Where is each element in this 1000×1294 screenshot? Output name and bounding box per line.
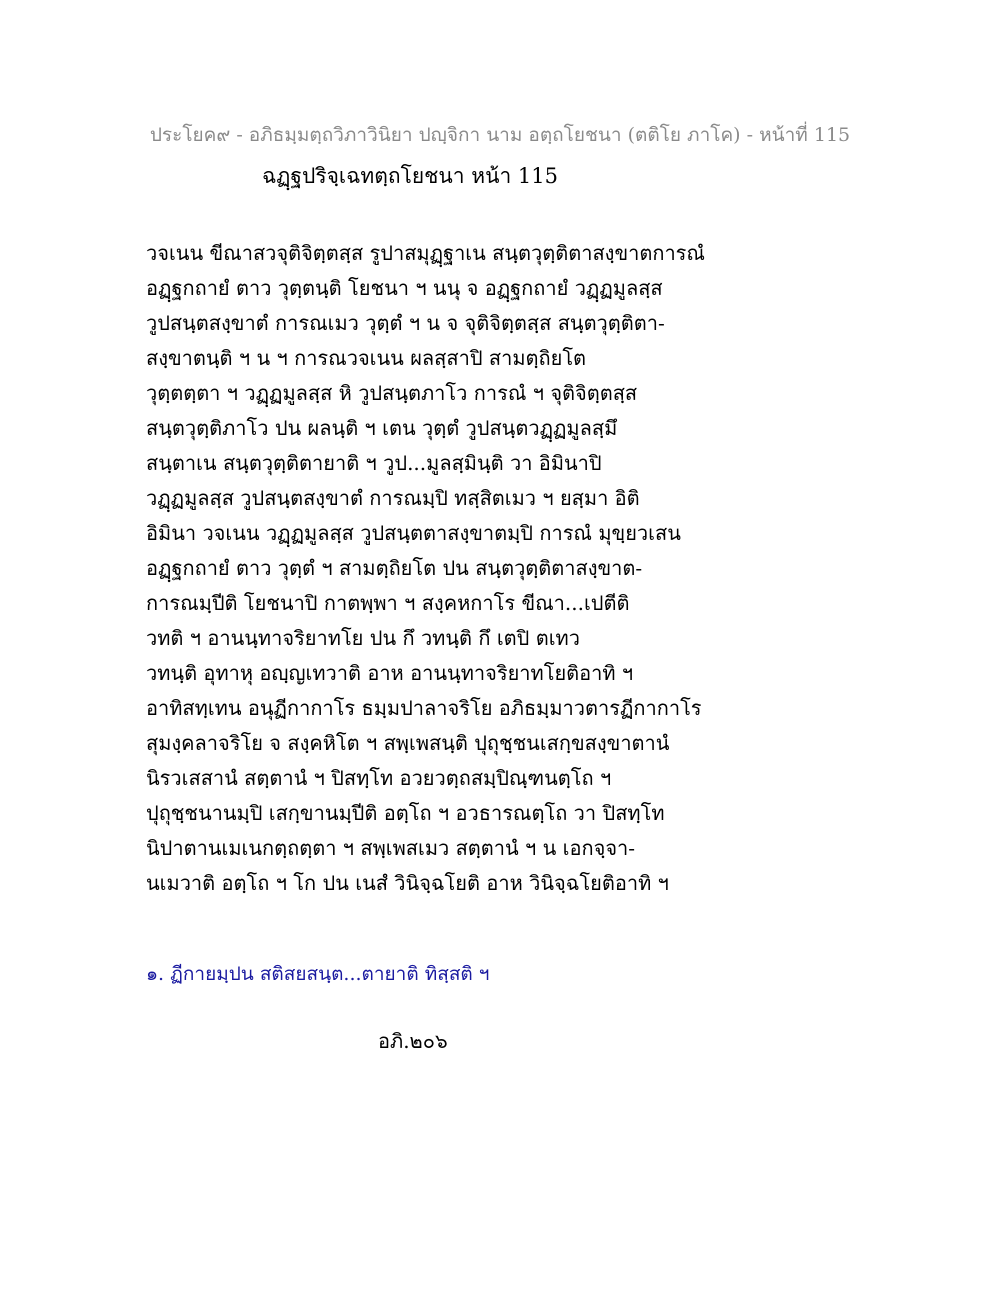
body-line: สงฺขาตนฺติ ฯ น ฯ การณวจเนน ผลสฺสาปิ สามตฺถิยโต xyxy=(146,346,587,370)
body-line: อิมินา วจเนน วฏฺฏมูลสฺส วูปสนฺตตาสงฺขาตมฺปิ การณํ มุขฺยวเสน xyxy=(146,521,681,545)
body-line: นเมวาติ อตฺโถ ฯ โก ปน เนสํ วินิจฺฉโยติ อาห วินิจฺฉโยติอาทิ ฯ xyxy=(146,871,669,895)
body-line: อฏฺฐกถายํ ตาว วุตฺตนฺติ โยชนา ฯ นนุ จ อฏฺฐกถายํ วฏฺฏมูลสฺส xyxy=(146,276,663,300)
body-line: สุมงฺคลาจริโย จ สงฺคหิโต ฯ สพฺเพสนฺติ ปุถุชฺชนเสกฺขสงฺขาตานํ xyxy=(146,731,670,755)
body-text xyxy=(146,236,866,901)
header-separator: - xyxy=(746,124,754,146)
body-line: สนฺตวุตฺติภาโว ปน ผลนฺติ ฯ เตน วุตฺตํ วูปสนฺตวฏฺฏมูลสฺมึ xyxy=(146,416,618,440)
header-book-title: ประโยค๙ - อภิธมฺมตฺถวิภาวินิยา ปญฺจิกา นาม อตฺถโยชนา (ตติโย ภาโค) xyxy=(149,124,741,146)
body-line: วจเนน ขีณาสวจุติจิตฺตสฺส รูปาสมุฏฺฐาเน สนฺตวุตฺติตาสงฺขาตการณํ xyxy=(146,241,705,265)
body-line: วูปสนฺตสงฺขาตํ การณเมว วุตฺตํ ฯ น จ จุติจิตฺตสฺส สนฺตวุตฺติตา- xyxy=(146,311,665,335)
running-header xyxy=(0,120,1000,150)
body-line: การณมฺปีติ โยชนาปิ กาตพฺพา ฯ สงฺคหกาโร ขีณา...เปตีติ xyxy=(146,591,630,615)
body-line: ปุถุชฺชนานมฺปิ เสกฺขานมฺปีติ อตฺโถ ฯ อวธารณตฺโถ วา ปิสทฺโท xyxy=(146,801,665,825)
body-line: วทติ ฯ อานนฺทาจริยาทโย ปน กึ วทนฺติ กึ เตปิ ตเทว xyxy=(146,626,580,650)
body-line: วุตฺตตฺตา ฯ วฏฺฏมูลสฺส หิ วูปสนฺตภาโว การณํ ฯ จุติจิตฺตสฺส xyxy=(146,381,638,405)
body-line: วทนฺติ อุทาหุ อญฺญเทวาติ อาห อานนฺทาจริยาทโยติอาทิ ฯ xyxy=(146,661,634,685)
header-page-number: หน้าที่ 115 xyxy=(759,124,851,146)
body-line: วฏฺฏมูลสฺส วูปสนฺตสงฺขาตํ การณมฺปิ ทสฺสิตเมว ฯ ยสฺมา อิติ xyxy=(146,486,640,510)
body-line: นิปาตานเมเนกตฺถตฺตา ฯ สพฺเพสเมว สตฺตานํ ฯ น เอกจฺจา- xyxy=(146,836,636,860)
body-line: สนฺตาเน สนฺตวุตฺติตายาติ ฯ วูป...มูลสฺมินฺติ วา อิมินาปิ xyxy=(146,451,602,475)
body-line: อฏฺฐกถายํ ตาว วุตฺตํ ฯ สามตฺถิยโต ปน สนฺตวุตฺติตาสงฺขาต- xyxy=(146,556,643,580)
footnote: ๑. ฏีกายมฺปน สติสยสนฺต...ตายาติ ทิสฺสติ ฯ xyxy=(146,963,490,985)
body-line: นิรวเสสานํ สตฺตานํ ฯ ปิสทฺโท อวยวตฺถสมฺปิณฺฑนตฺโถ ฯ xyxy=(146,766,612,790)
body-line: อาทิสทฺเทน อนุฏีกากาโร ธมฺมปาลาจริโย อภิธมฺมาวตารฏีกากาโร xyxy=(146,696,702,720)
page-reference: อภิ.๒๐๖ xyxy=(378,1029,448,1053)
section-title: ฉฏฺฐปริจฺเฉทตฺถโยชนา หน้า 115 xyxy=(262,164,558,188)
